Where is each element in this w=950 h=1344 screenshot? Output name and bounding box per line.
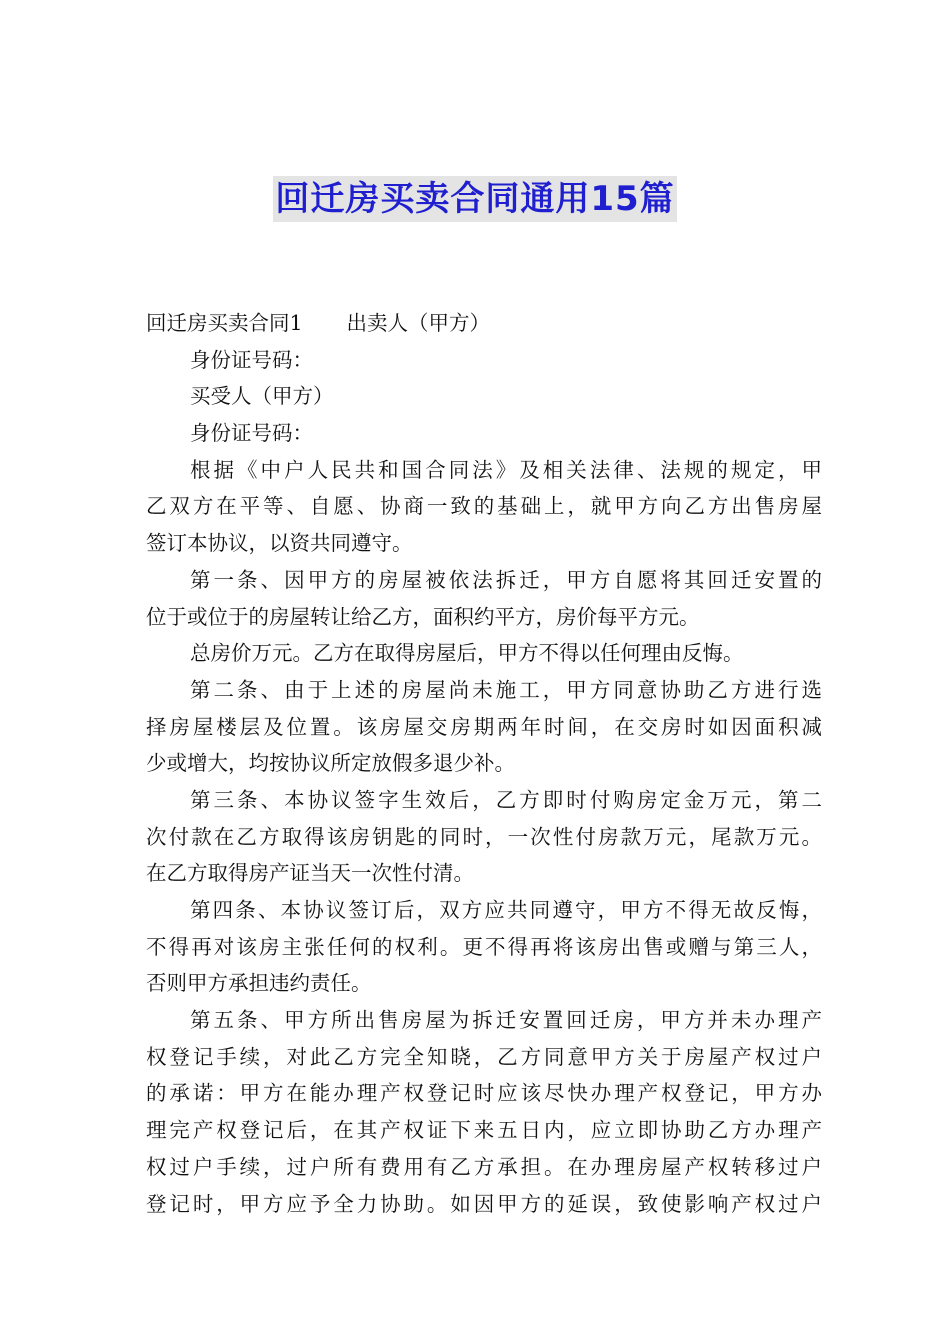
text-line: 权过户手续，过户所有费用有乙方承担。在办理房屋产权转移过户 [146,1154,822,1179]
text-line: 登记时，甲方应予全力协助。如因甲方的延误，致使影响产权过户 [146,1191,822,1216]
text-line: 的承诺：甲方在能办理产权登记时应该尽快办理产权登记，甲方办 [146,1081,822,1106]
text-line: 第四条、本协议签订后，双方应共同遵守，甲方不得无故反悔， [190,898,822,922]
text-line: 签订本协议，以资共同遵守。 [146,531,413,556]
first-line [146,305,822,342]
document-body [146,305,822,1222]
text-line: 第二条、由于上述的房屋尚未施工，甲方同意协助乙方进行选 [190,677,822,702]
document-title: 回迁房买卖合同通用15篇 [273,176,676,222]
text-line: 身份证号码： [190,421,313,446]
text-line: 根据《中户人民共和国合同法》及相关法律、法规的规定，甲 [190,457,822,482]
text-line: 择房屋楼层及位置。该房屋交房期两年时间，在交房时如因面积减 [146,714,822,739]
text-line: 理完产权登记后，在其产权证下来五日内，应立即协助乙方办理产 [146,1118,822,1143]
text-line: 位于或位于的房屋转让给乙方，面积约平方，房价每平方元。 [146,604,700,629]
text-line: 第一条、因甲方的房屋被依法拆迁，甲方自愿将其回迁安置的 [190,567,822,592]
text-line: 否则甲方承担违约责任。 [146,971,372,996]
seller-label: 出卖人（甲方） [346,311,491,335]
text-line: 买受人（甲方） [190,384,334,409]
text-line: 总房价万元。乙方在取得房屋后，甲方不得以任何理由反悔。 [190,641,744,666]
text-line: 乙双方在平等、自愿、协商一致的基础上，就甲方向乙方出售房屋 [146,494,822,519]
text-line: 第五条、甲方所出售房屋为拆迁安置回迁房，甲方并未办理产 [190,1008,822,1033]
paragraph-lines [146,342,822,1223]
text-line: 次付款在乙方取得该房钥匙的同时，一次性付房款万元，尾款万元。 [146,824,822,849]
title-container [0,176,950,222]
contract-heading: 回迁房买卖合同1 [146,311,303,335]
text-line: 在乙方取得房产证当天一次性付清。 [146,861,474,886]
text-line: 少或增大，均按协议所定放假多退少补。 [146,751,515,776]
text-line: 不得再对该房主张任何的权利。更不得再将该房出售或赠与第三人， [146,934,822,959]
text-line: 第三条、本协议签字生效后，乙方即时付购房定金万元，第二 [190,787,822,812]
text-line: 身份证号码： [190,347,313,372]
text-line: 权登记手续，对此乙方完全知晓，乙方同意甲方关于房屋产权过户 [146,1044,822,1069]
